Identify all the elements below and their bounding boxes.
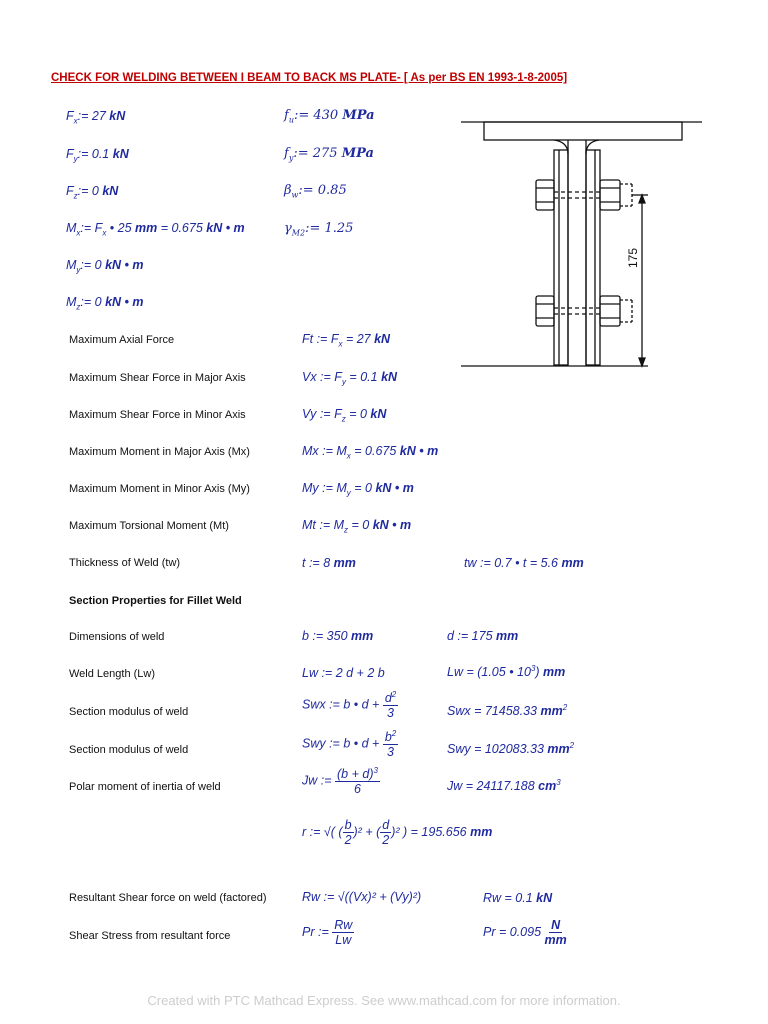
expr-axial-force: Ft := $F_x = 27$ kN [302,332,391,349]
label-shear-minor: Maximum Shear Force in Minor Axis [69,409,246,421]
label-shear-major: Maximum Shear Force in Major Axis [69,372,246,384]
result-shear-stress: Pr = 0.095 $\frac{N}{mm}$ [483,918,567,947]
input-gamma-m2: $\gamma_{M2}:= 1.25$ [284,221,354,238]
connection-diagram [456,110,712,372]
input-fu: $f_u:= 430$ MPa [284,108,375,125]
expr-jw: Jw := $\frac{(b + d)^3}{6}$ [302,766,378,797]
expr-torsional-moment: Mt := $M_z = 0$ kN • m [302,518,412,535]
expr-r: r := √( ( $\frac{b}{2}$ )² + ( $\frac{d}{2}$ )² ) = 195.656 mm [302,818,493,847]
expr-swx: Swx := b • d + $\frac{d^2}{3}$ [302,690,397,721]
expr-shear-major: Vx := $F_y = 0.1$ kN [302,370,398,387]
input-fy-steel: $f_y:= 275$ MPa [284,146,374,163]
dimension-label: 175 [626,247,640,269]
expr-weld-thickness: t := 8 mm [302,556,356,570]
result-jw: Jw = 24117.188 $cm^3$ [447,778,561,794]
label-axial-force: Maximum Axial Force [69,334,175,346]
result-weld-length: Lw = (1.05 • $10^3$) mm [447,664,566,680]
expr-shear-stress: Pr := $\frac{Rw}{Lw}$ [302,918,353,947]
result-resultant-shear: Rw = 0.1 kN [483,891,553,905]
expr-swy: Swy := b • d + $\frac{b^2}{3}$ [302,729,397,760]
expr-moment-major: Mx := $M_x = 0.675$ kN • m [302,444,439,461]
label-weld-length: Weld Length (Lw) [69,668,156,680]
expr-resultant-shear: Rw := √((Vx)² + (Vy)²) [302,890,422,904]
expr-shear-minor: Vy := $F_z = 0$ kN [302,407,387,424]
label-resultant-shear: Resultant Shear force on weld (factored) [69,892,267,904]
input-fz: $F_z:= 0$ kN [66,184,119,201]
label-weld-dimensions: Dimensions of weld [69,631,165,643]
label-moment-minor: Maximum Moment in Minor Axis (My) [69,483,250,495]
page-title: CHECK FOR WELDING BETWEEN I BEAM TO BACK MS PLATE- [ As per BS EN 1993-1-8-2005] [51,72,568,84]
label-swx: Section modulus of weld [69,706,189,718]
label-torsional-moment: Maximum Torsional Moment (Mt) [69,520,229,532]
label-weld-thickness: Thickness of Weld (tw) [69,557,181,569]
section-heading: Section Properties for Fillet Weld [69,595,242,607]
label-moment-major: Maximum Moment in Major Axis (Mx) [69,446,250,458]
label-swy: Section modulus of weld [69,744,189,756]
expr-moment-minor: My := $M_y = 0$ kN • m [302,481,414,498]
label-jw: Polar moment of inertia of weld [69,781,221,793]
input-mz: $M_z:= 0$ kN • m [66,295,144,312]
label-shear-stress: Shear Stress from resultant force [69,930,231,942]
expr-b: b := 350 mm [302,629,374,643]
input-fy: $F_y:= 0.1$ kN [66,147,129,164]
input-mx: $M_x:= F_x$ • 25 mm = 0.675 kN • m [66,221,245,238]
footer-note: Created with PTC Mathcad Express. See www.mathcad.com for more information. [147,993,621,1008]
result-swx: Swx = 71458.33 $mm^2$ [447,703,568,719]
expr-weld-length: Lw := 2 d + 2 b [302,666,385,680]
result-swy: Swy = 102083.33 $mm^2$ [447,741,575,757]
expr-d: d := 175 mm [447,629,519,643]
input-my: $M_y:= 0$ kN • m [66,258,144,275]
input-fx: $F_x:= 27$ kN [66,109,126,126]
input-beta-w: $\beta_w:= 0.85$ [284,183,347,200]
expr-tw: tw := 0.7 • t = 5.6 mm [464,556,584,570]
